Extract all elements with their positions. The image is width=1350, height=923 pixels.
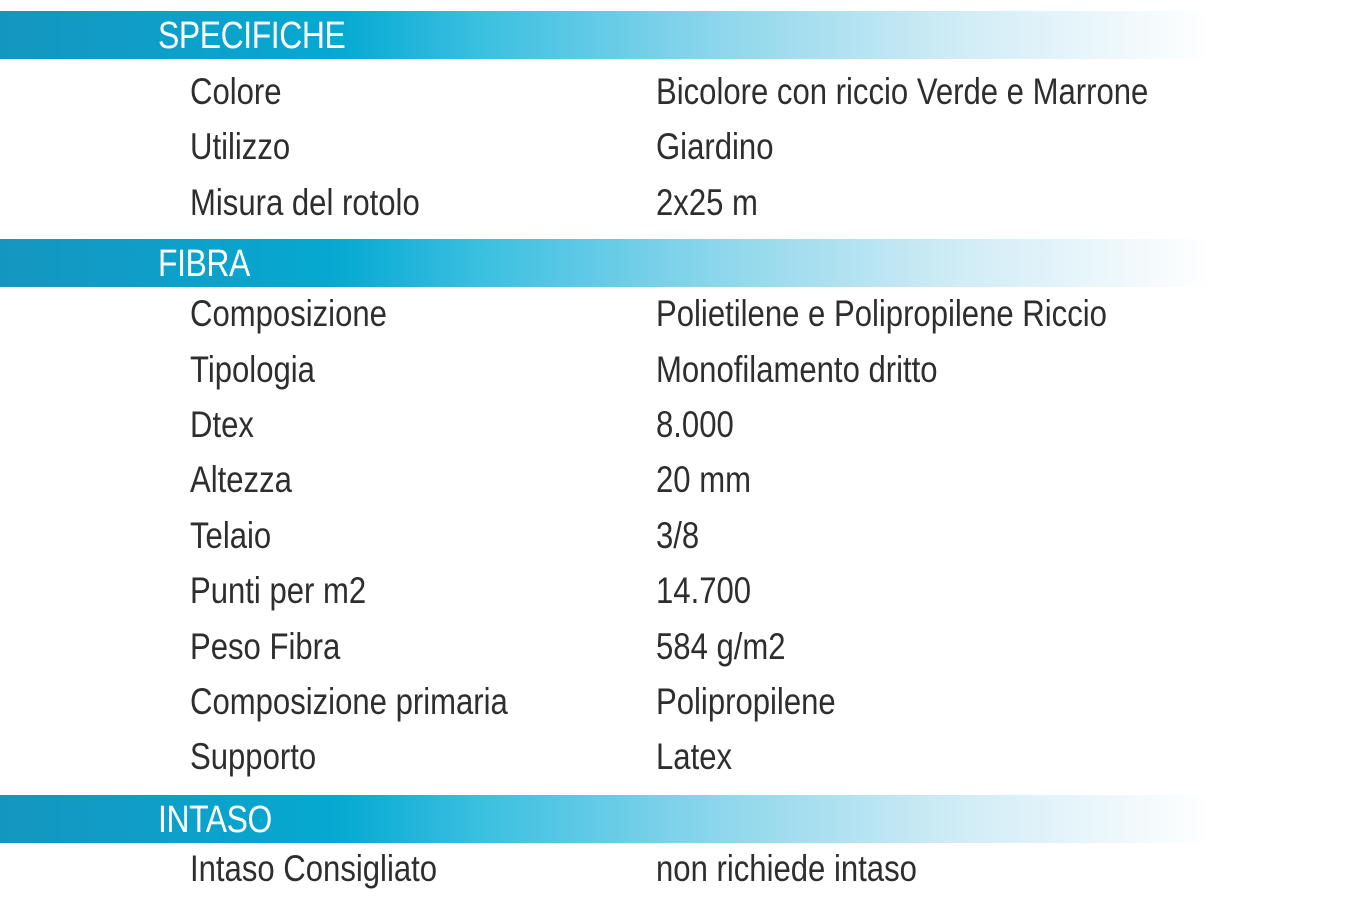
spec-label: Composizione primaria: [190, 681, 508, 722]
spec-row-intaso: [0, 841, 1350, 896]
spec-label: Dtex: [190, 404, 254, 445]
spec-value: 584 g/m2: [656, 626, 786, 667]
spec-value: Monofilamento dritto: [656, 349, 938, 390]
section-header-fibra: [0, 239, 1210, 287]
spec-row-peso-fibra: [0, 619, 1350, 674]
spec-row-supporto: [0, 729, 1350, 784]
spec-label: Tipologia: [190, 349, 315, 390]
spec-label: Punti per m2: [190, 570, 367, 611]
spec-value: 14.700: [656, 570, 752, 611]
spec-row-misura: [0, 175, 1350, 230]
spec-label: Colore: [190, 71, 282, 112]
spec-row-tipologia: [0, 342, 1350, 397]
spec-value: Giardino: [656, 126, 774, 167]
spec-row-dtex: [0, 397, 1350, 452]
spec-value: 8.000: [656, 404, 734, 445]
spec-label: Composizione: [190, 293, 387, 334]
spec-value: Polietilene e Polipropilene Riccio: [656, 293, 1107, 334]
spec-value: non richiede intaso: [656, 848, 917, 889]
section-title: INTASO: [158, 799, 272, 841]
spec-value: Polipropilene: [656, 681, 836, 722]
spec-row-composizione-primaria: [0, 674, 1350, 729]
spec-label: Misura del rotolo: [190, 182, 420, 223]
spec-row-punti: [0, 563, 1350, 618]
section-title: SPECIFICHE: [158, 15, 346, 57]
spec-value: Bicolore con riccio Verde e Marrone: [656, 71, 1149, 112]
spec-row-altezza: [0, 452, 1350, 507]
spec-label: Telaio: [190, 515, 272, 556]
spec-row-telaio: [0, 508, 1350, 563]
section-header-specifiche: [0, 11, 1210, 59]
spec-label: Altezza: [190, 459, 292, 500]
spec-value: 20 mm: [656, 459, 751, 500]
spec-label: Utilizzo: [190, 126, 291, 167]
section-title: FIBRA: [158, 243, 250, 285]
spec-label: Peso Fibra: [190, 626, 341, 667]
spec-row-composizione: [0, 286, 1350, 341]
spec-label: Supporto: [190, 736, 317, 777]
spec-label: Intaso Consigliato: [190, 848, 438, 889]
spec-row-colore: [0, 64, 1350, 119]
spec-value: Latex: [656, 736, 733, 777]
section-header-intaso: [0, 795, 1210, 843]
spec-row-utilizzo: [0, 119, 1350, 174]
spec-value: 3/8: [656, 515, 700, 556]
spec-value: 2x25 m: [656, 182, 758, 223]
